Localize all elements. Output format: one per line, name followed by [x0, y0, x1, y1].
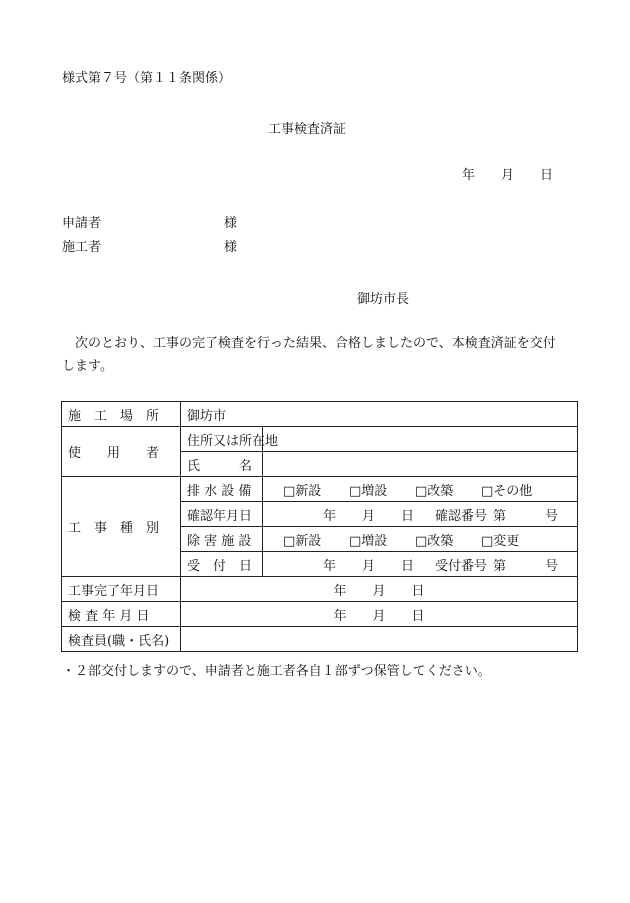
address-value [263, 427, 578, 452]
removal-options [263, 527, 578, 552]
form-number: 様式第７号（第１１条関係） [62, 71, 232, 86]
user-label: 使 用 者 [62, 427, 181, 477]
footnote: ・２部交付しますので、申請者と施工者各自１部ずつ保管してください。 [62, 664, 491, 679]
receipt-no-label: 受付番号 [435, 558, 488, 574]
completion-date: 年 月 日 [181, 577, 578, 602]
receipt-cell [263, 552, 578, 577]
confirm-date-label: 確認年月日 [181, 502, 263, 527]
receipt-label: 受 付 日 [181, 552, 263, 577]
inspector-row [62, 627, 578, 652]
completion-row [62, 577, 578, 602]
drain-option-rebuild: □改築 [415, 483, 454, 499]
removal-label: 除 害 施 設 [181, 527, 263, 552]
receipt-date: 年 月 日 [323, 558, 415, 574]
applicant-label: 申請者 [62, 216, 102, 231]
drain-option-add: □増設 [349, 483, 388, 499]
drain-option-other: □その他 [481, 483, 533, 499]
confirm-cell [263, 502, 578, 527]
builder-label: 施工者 [62, 240, 102, 255]
address-label: 住所又は所在地 [181, 427, 263, 452]
completion-label: 工事完了年月日 [62, 577, 181, 602]
confirm-date: 年 月 日 [323, 508, 415, 524]
site-label: 施 工 場 所 [62, 402, 181, 427]
inspection-table [61, 401, 578, 652]
name-label: 氏 名 [181, 452, 263, 477]
site-row [62, 402, 578, 427]
builder-honorific: 様 [224, 240, 238, 255]
inspector-value [181, 627, 578, 652]
inspection-row [62, 602, 578, 627]
removal-option-new: □新設 [283, 533, 322, 549]
inspector-label: 検査員(職・氏名) [62, 627, 181, 652]
drain-row [62, 477, 578, 502]
issuer: 御坊市長 [357, 292, 410, 307]
removal-option-add: □増設 [349, 533, 388, 549]
site-value: 御坊市 [181, 402, 578, 427]
removal-option-change: □変更 [481, 533, 520, 549]
drain-label: 排 水 設 備 [181, 477, 263, 502]
receipt-no: 第 号 [493, 558, 559, 574]
inspection-date: 年 月 日 [181, 602, 578, 627]
applicant-honorific: 様 [224, 216, 238, 231]
drain-options [263, 477, 578, 502]
user-address-row [62, 427, 578, 452]
drain-option-new: □新設 [283, 483, 322, 499]
document-title: 工事検査済証 [268, 122, 347, 137]
inspection-label: 検 査 年 月 日 [62, 602, 181, 627]
body-text: 次のとおり、工事の完了検査を行った結果、合格しましたので、本検査済証を交付します。 [62, 336, 556, 374]
confirm-no-label: 確認番号 [435, 508, 488, 524]
removal-option-rebuild: □改築 [415, 533, 454, 549]
confirm-no: 第 号 [493, 508, 559, 524]
issue-date: 年 月 日 [462, 168, 554, 183]
name-value [263, 452, 578, 477]
kind-label: 工 事 種 別 [62, 477, 181, 577]
